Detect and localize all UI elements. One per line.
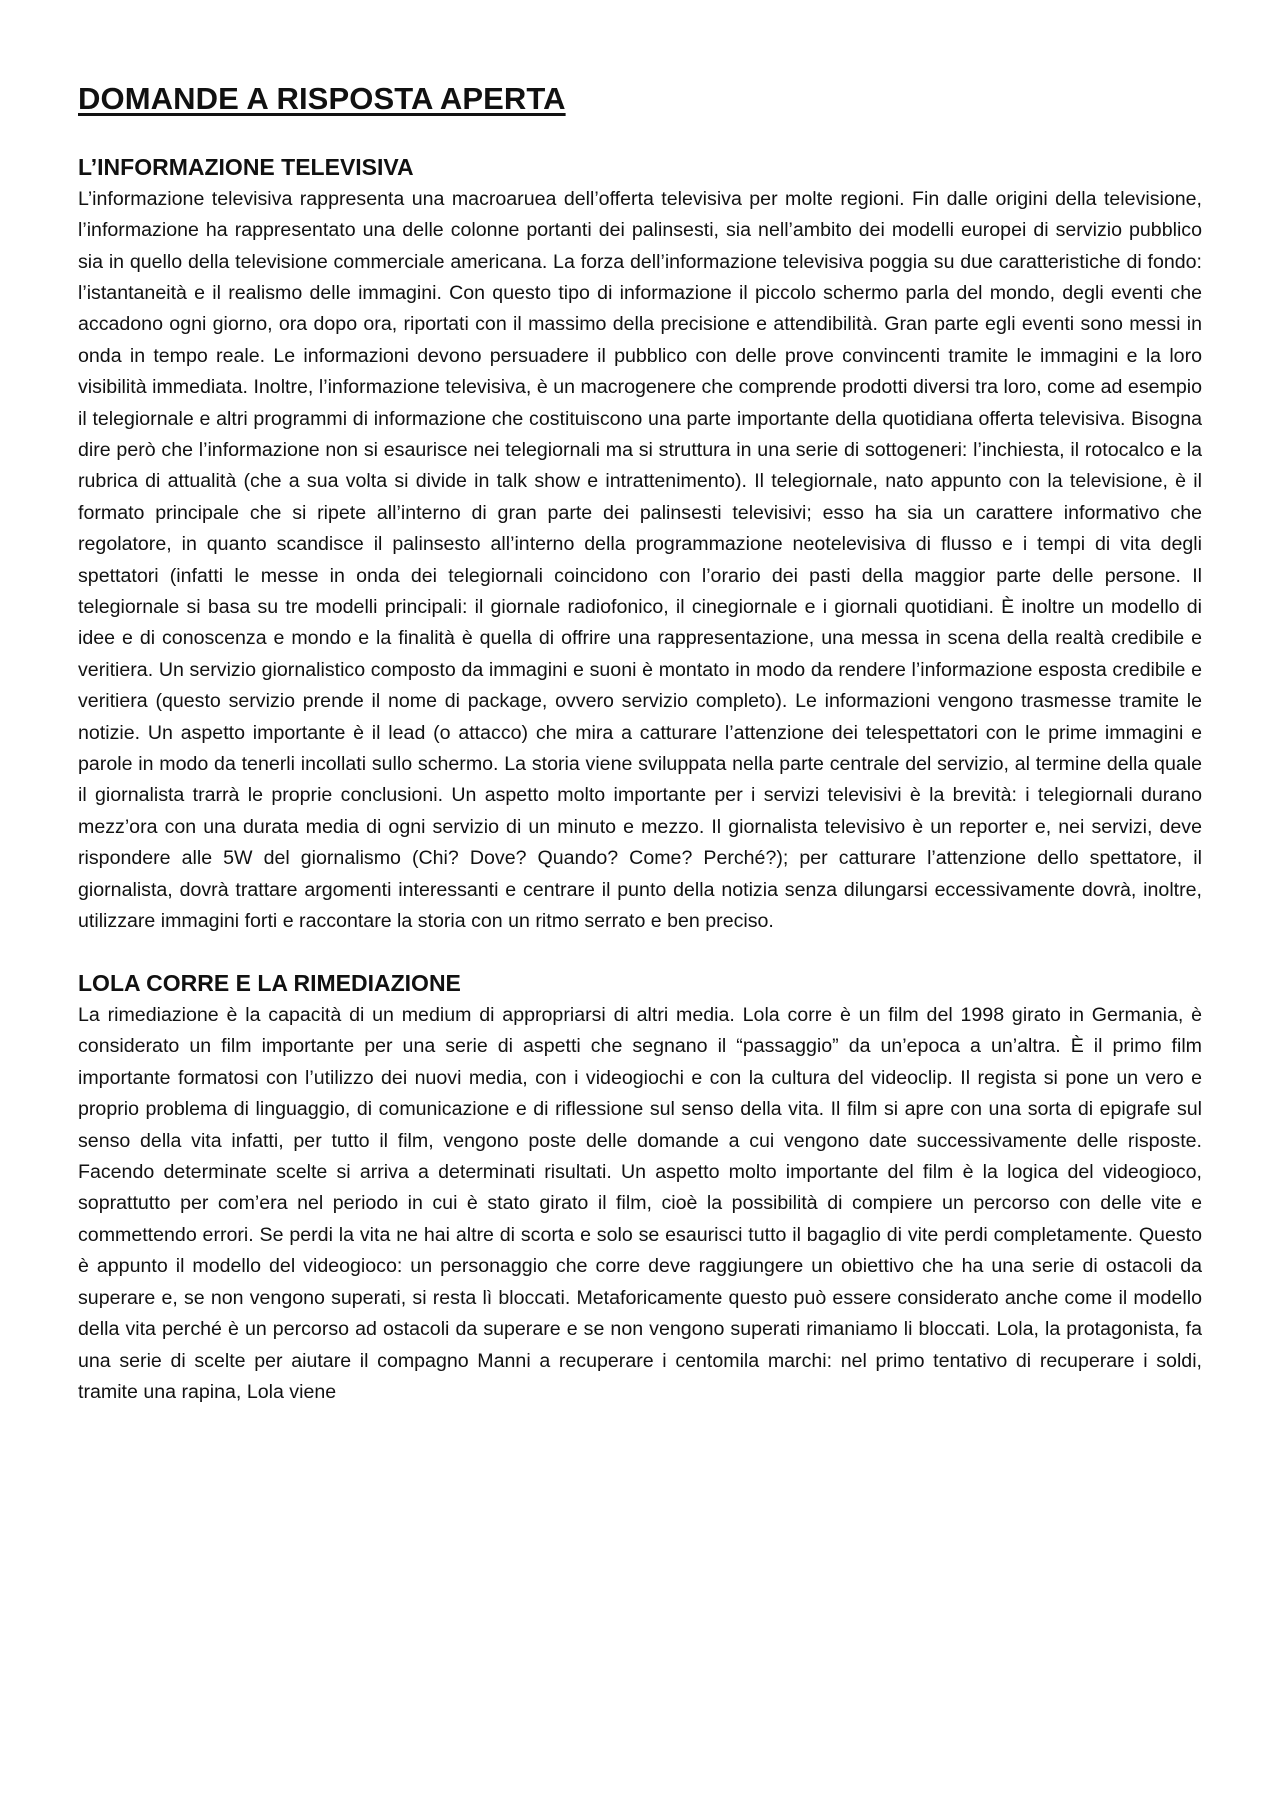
section-heading: L’INFORMAZIONE TELEVISIVA	[78, 154, 414, 181]
section-heading: LOLA CORRE E LA RIMEDIAZIONE	[78, 970, 461, 997]
section-informazione-televisiva	[78, 154, 1202, 937]
section-lola-corre	[78, 970, 1202, 1408]
section-paragraph: La rimediazione è la capacità di un medium di appropriarsi di altri media. Lola corre è un film del 1998 girato in Germania, è considerato un film importante per una serie di aspetti che segnano il “passaggio” da un’epoca a un’altra. È il primo film importante formatosi con l’utilizzo dei nuovi media, con i videogiochi e con la cultura del videoclip. Il regista si pone un vero e proprio problema di linguaggio, di comunicazione e di riflessione sul senso della vita. Il film si apre con una sorta di epigrafe sul senso della vita infatti, per tutto il film, vengono poste delle domande a cui vengono date successivamente delle risposte. Facendo determinate scelte si arriva a determinati risultati. Un aspetto molto importante del film è la logica del videogioco, soprattutto per com’era nel periodo in cui è stato girato il film, cioè la possibilità di compiere un percorso con delle vite e commettendo errori. Se perdi la vita ne hai altre di scorta e solo se esaurisci tutto il bagaglio di vite perdi completamente. Questo è appunto il modello del videogioco: un personaggio che corre deve raggiungere un obiettivo che ha una serie di ostacoli da superare e, se non vengono superati, si resta lì bloccati. Metaforicamente questo può essere considerato anche come il modello della vita perché è un percorso ad ostacoli da superare e se non vengono superati rimaniamo li bloccati. Lola, la protagonista, fa una serie di scelte per aiutare il compagno Manni a recuperare i centomila marchi: nel primo tentativo di recuperare i soldi, tramite una rapina, Lola viene	[78, 1004, 1202, 1403]
document-title: DOMANDE A RISPOSTA APERTA	[78, 81, 566, 116]
document-page	[78, 82, 1202, 1408]
section-paragraph: L’informazione televisiva rappresenta una macroaruea dell’offerta televisiva per molte regioni. Fin dalle origini della televisione, l’informazione ha rappresentato una delle colonne portanti dei palinsesti, sia nell’ambito dei modelli europei di servizio pubblico sia in quello della televisione commerciale americana. La forza dell’informazione televisiva poggia su due caratteristiche di fondo: l’istantaneità e il realismo delle immagini. Con questo tipo di informazione il piccolo schermo parla del mondo, degli eventi che accadono ogni giorno, ora dopo ora, riportati con il massimo della precisione e attendibilità. Gran parte egli eventi sono messi in onda in tempo reale. Le informazioni devono persuadere il pubblico con delle prove convincenti tramite le immagini e la loro visibilità immediata. Inoltre, l’informazione televisiva, è un macrogenere che comprende prodotti diversi tra loro, come ad esempio il telegiornale e altri programmi di informazione che costituiscono una parte importante della quotidiana offerta televisiva. Bisogna dire però che l’informazione non si esaurisce nei telegiornali ma si struttura in una serie di sottogeneri: l’inchiesta, il rotocalco e la rubrica di attualità (che a sua volta si divide in talk show e intrattenimento). Il telegiornale, nato appunto con la televisione, è il formato principale che si ripete all’interno di gran parte dei palinsesti televisivi; esso ha sia un carattere informativo che regolatore, in quanto scandisce il palinsesto all’interno della programmazione neotelevisiva di flusso e i tempi di vita degli spettatori (infatti le messe in onda dei telegiornali coincidono con l’orario dei pasti della maggior parte delle persone. Il telegiornale si basa su tre modelli principali: il giornale radiofonico, il cinegiornale e i giornali quotidiani. È inoltre un modello di idee e di conoscenza e mondo e la finalità è quella di offrire una rappresentazione, una messa in scena della realtà credibile e veritiera. Un servizio giornalistico composto da immagini e suoni è montato in modo da rendere l’informazione esposta credibile e veritiera (questo servizio prende il nome di package, ovvero servizio completo). Le informazioni vengono trasmesse tramite le notizie. Un aspetto importante è il lead (o attacco) che mira a catturare l’attenzione dei telespettatori con le prime immagini e parole in modo da tenerli incollati sullo schermo. La storia viene sviluppata nella parte centrale del servizio, al termine della quale il giornalista trarrà le proprie conclusioni. Un aspetto molto importante per i servizi televisivi è la brevità: i telegiornali durano mezz’ora con una durata media di ogni servizio di un minuto e mezzo. Il giornalista televisivo è un reporter e, nei servizi, deve rispondere alle 5W del giornalismo (Chi? Dove? Quando? Come? Perché?); per catturare l’attenzione dello spettatore, il giornalista, dovrà trattare argomenti interessanti e centrare il punto della notizia senza dilungarsi eccessivamente dovrà, inoltre, utilizzare immagini forti e raccontare la storia con un ritmo serrato e ben preciso.	[78, 187, 1202, 933]
